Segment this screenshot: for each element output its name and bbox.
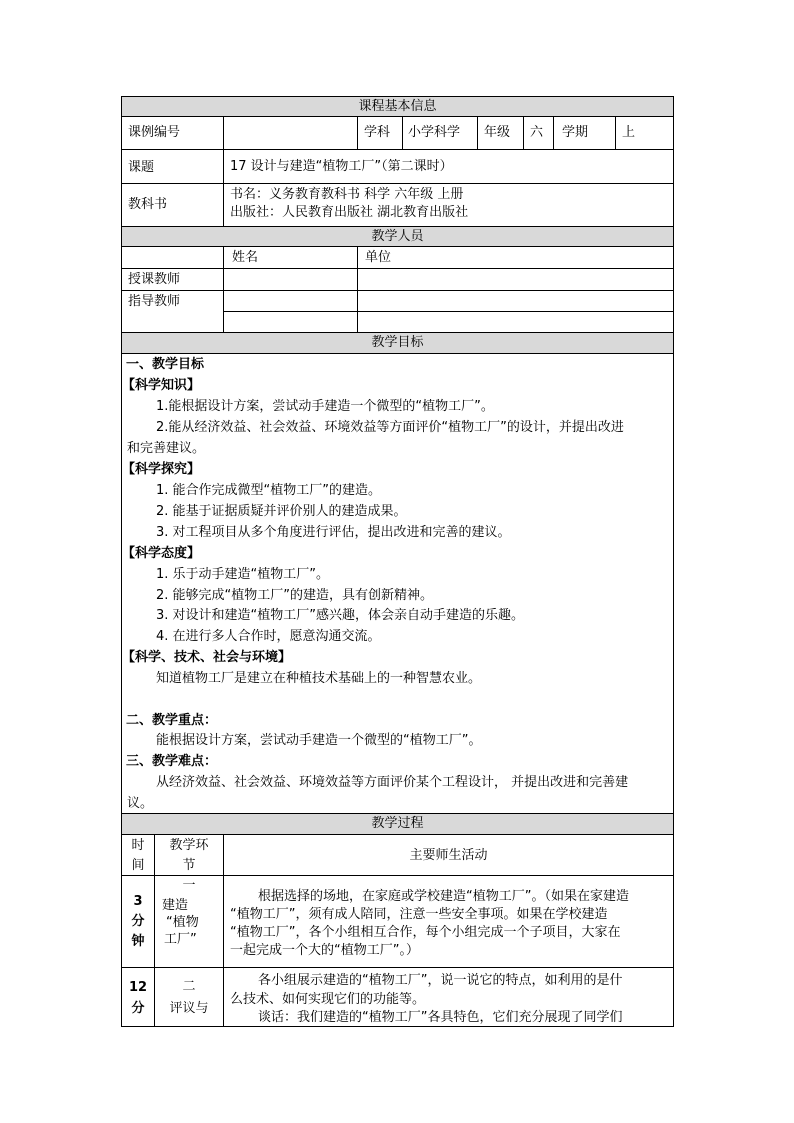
attitude-heading: 【科学态度】 [122,546,201,561]
topic-value-cell [223,149,674,184]
case-no-label: 课例编号 [128,125,181,140]
section-header-process [121,813,674,835]
inquiry-item-2: 2. 能基于证据质疑并评价别人的建造成果。 [156,504,407,519]
stage-header-a: 教学环 [169,838,209,853]
term-value-cell [615,116,674,150]
time-header-b: 间 [131,858,145,873]
section-title: 教学过程 [371,816,424,831]
textbook-name: 书名：义务教育教科书 科学 六年级 上册 [230,187,464,202]
grade-value-cell [523,116,554,150]
name-header-cell [223,246,358,269]
objectives-heading: 一、教学目标 [126,357,205,372]
stage-header-b: 节 [182,858,196,873]
row-1-time-2: 分 [131,914,145,929]
grade-value: 六 [530,125,544,140]
case-no-value-cell [223,116,358,150]
key-points-heading: 二、教学重点： [126,713,218,728]
topic-value: 17 设计与建造“植物工厂”（第二课时） [230,159,453,174]
attitude-item-4: 4. 在进行多人合作时，愿意沟通交流。 [156,629,381,644]
teacher-unit-cell [357,268,674,291]
inquiry-item-3: 3. 对工程项目从多个角度进行评估，提出改进和完善的建议。 [156,525,511,540]
row-1-activity-line-4: 一起完成一个大的“植物工厂”。） [230,943,419,958]
subject-label-cell [357,116,403,150]
activity-header-cell [223,834,674,876]
guide-label-cell [121,290,224,333]
knowledge-item-2-cont: 和完善建议。 [127,441,206,456]
teacher-label-cell [121,268,224,291]
attitude-item-3: 3. 对设计和建造“植物工厂”感兴趣，体会亲自动手建造的乐趣。 [156,608,525,623]
textbook-label-cell [121,183,224,227]
row-2-activity-line-2: 么技术、如何实现它们的功能等。 [230,992,426,1007]
section-title: 教学目标 [371,335,424,350]
sts-heading: 【科学、技术、社会与环境】 [122,650,292,665]
section-header-objectives [121,332,674,354]
textbook-value-cell [223,183,674,227]
difficulty-1-cont: 议。 [127,796,154,811]
activity-header: 主要师生活动 [409,848,488,863]
row-1-activity-line-1: 根据选择的场地，在家庭或学校建造“植物工厂”。（如果在家建造 [258,889,629,904]
knowledge-item-2: 2.能从经济效益、社会效益、环境效益等方面评价“植物工厂”的设计，并提出改进 [156,420,624,435]
process-row-2-time-cell [121,967,155,1027]
row-2-time-2: 分 [131,1001,145,1016]
row-1-activity-line-2: “植物工厂”，须有成人陪同，注意一些安全事项。如果在学校建造 [230,907,608,922]
attitude-item-1: 1. 乐于动手建造“植物工厂”。 [156,567,330,582]
term-label: 学期 [562,125,589,140]
guide-unit-cell-2 [357,311,674,333]
knowledge-item-1: 1.能根据设计方案，尝试动手建造一个微型的“植物工厂”。 [156,399,494,414]
section-title: 教学人员 [371,229,424,244]
guide-name-cell-2 [223,311,358,333]
grade-label: 年级 [484,125,511,140]
name-header: 姓名 [232,250,259,265]
case-no-label-cell [121,116,224,150]
row-1-stage-2: 建造 [162,898,189,913]
row-1-time-1: 3 [133,894,143,909]
guide-unit-cell-1 [357,290,674,312]
unit-header: 单位 [365,250,392,265]
guide-name-cell-1 [223,290,358,312]
inquiry-heading: 【科学探究】 [122,462,201,477]
unit-header-cell [357,246,674,269]
grade-label-cell [477,116,524,150]
row-1-time-3: 钟 [131,934,145,949]
difficulty-1: 从经济效益、社会效益、环境效益等方面评价某个工程设计， 并提出改进和完善建 [156,775,629,790]
teacher-name-cell [223,268,358,291]
row-1-stage-1: 一 [182,878,196,893]
staff-corner-cell [121,246,224,269]
row-1-stage-3: “植物 [166,915,199,930]
subject-value: 小学科学 [408,125,461,140]
section-header-basic-info [121,96,674,117]
section-header-staff [121,226,674,247]
row-2-activity-line-1: 各小组展示建造的“植物工厂”，说一说它的特点，如利用的是什 [258,973,623,988]
time-header-a: 时 [131,838,145,853]
difficulty-heading: 三、教学难点： [126,754,218,769]
teacher-label: 授课教师 [128,272,181,287]
attitude-item-2: 2. 能够完成“植物工厂”的建造，具有创新精神。 [156,588,434,603]
process-row-2-stage-cell [154,967,224,1027]
row-1-activity-line-3: “植物工厂”，各个小组相互合作，每个小组完成一个子项目，大家在 [230,925,621,940]
subject-label: 学科 [364,125,391,140]
term-value: 上 [622,125,636,140]
knowledge-heading: 【科学知识】 [122,378,201,393]
topic-label: 课题 [128,160,155,175]
time-header-cell [121,834,155,876]
row-2-stage-2: 评议与 [169,1001,209,1016]
row-1-stage-4: 工厂” [164,932,197,947]
topic-label-cell [121,149,224,184]
guide-label: 指导教师 [128,294,181,309]
row-2-stage-1: 二 [182,979,196,994]
sts-item-1: 知道植物工厂是建立在种植技术基础上的一种智慧农业。 [156,671,482,686]
term-label-cell [553,116,616,150]
textbook-publisher: 出版社：人民教育出版社 湖北教育出版社 [230,205,469,220]
subject-value-cell [402,116,478,150]
stage-header-cell [154,834,224,876]
section-title: 课程基本信息 [358,99,437,114]
row-2-activity-line-3: 谈话：我们建造的“植物工厂”各具特色，它们充分展现了同学们 [258,1010,623,1025]
row-2-time-1: 12 [128,980,148,995]
key-point-1: 能根据设计方案，尝试动手建造一个微型的“植物工厂”。 [156,733,482,748]
inquiry-item-1: 1. 能合作完成微型“植物工厂”的建造。 [156,483,382,498]
textbook-label: 教科书 [128,197,168,212]
